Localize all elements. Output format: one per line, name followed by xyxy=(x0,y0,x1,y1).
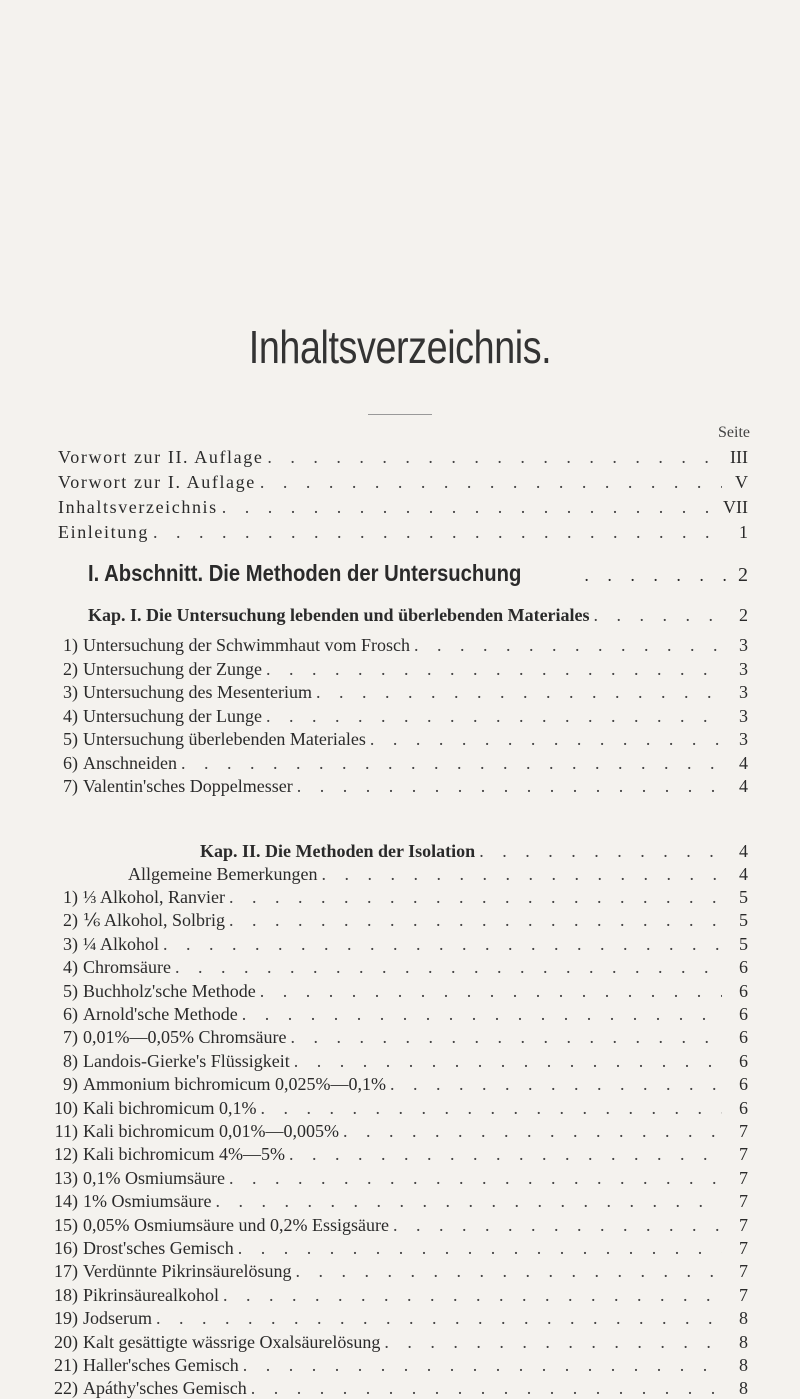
toc-entry-text xyxy=(48,909,225,931)
toc-entry-text xyxy=(48,1307,152,1329)
toc-entry-text xyxy=(48,1354,239,1376)
toc-entry-vorwort-1[interactable] xyxy=(58,471,748,493)
toc-entry-label: Verdünnte Pikrinsäurelösung xyxy=(83,1261,292,1282)
toc-entry-label: Ammonium bichromicum 0,025%—0,1% xyxy=(83,1074,386,1095)
toc-entry-label: Untersuchung der Lunge xyxy=(83,705,262,726)
toc-entry-number: 3) xyxy=(63,933,78,954)
toc-entry-text xyxy=(48,1003,238,1025)
toc-entry[interactable] xyxy=(48,1260,748,1282)
toc-entry-label: Vorwort zur I. Auflage xyxy=(58,472,256,492)
toc-entry-page: 4 xyxy=(739,752,748,773)
toc-entry-text xyxy=(48,634,410,656)
toc-entry-text xyxy=(48,956,171,978)
toc-entry-label: Buchholz'sche Methode xyxy=(83,980,256,1001)
toc-entry-number: 11) xyxy=(54,1121,78,1141)
toc-entry-page: 7 xyxy=(739,1121,748,1141)
toc-entry-label: Pikrinsäurealkohol xyxy=(83,1284,219,1305)
toc-entry-text xyxy=(48,1190,211,1212)
toc-entry-number: 22) xyxy=(54,1378,78,1399)
leader-dots xyxy=(181,752,722,774)
toc-entry[interactable] xyxy=(48,1284,748,1306)
toc-entry-label: Anschneiden xyxy=(83,752,177,773)
leader-dots xyxy=(266,658,722,680)
toc-entry[interactable] xyxy=(48,1214,748,1236)
toc-entry-text xyxy=(48,1143,285,1165)
toc-entry-page: 4 xyxy=(739,776,748,796)
toc-entry-label: Einleitung xyxy=(58,522,149,542)
leader-dots xyxy=(294,1050,722,1072)
toc-entry-page: 6 xyxy=(739,980,748,1001)
leader-dots xyxy=(175,956,722,978)
toc-entry[interactable] xyxy=(48,775,748,797)
toc-entry-number: 19) xyxy=(54,1308,78,1329)
toc-entry-page: 5 xyxy=(739,910,748,931)
toc-entry-number: 5) xyxy=(63,980,78,1001)
leader-dots xyxy=(153,521,722,543)
toc-entry-number: 7) xyxy=(63,1027,78,1048)
toc-entry[interactable] xyxy=(48,634,748,656)
toc-entry-number: 7) xyxy=(63,776,78,796)
toc-entry-text xyxy=(48,1120,339,1142)
toc-entry-label: Drost'sches Gemisch xyxy=(83,1238,234,1258)
leader-dots xyxy=(156,1307,722,1329)
toc-entry-label: Untersuchung des Mesenterium xyxy=(83,682,312,702)
toc-entry[interactable] xyxy=(48,1307,748,1329)
toc-entry-label: Arnold'sche Methode xyxy=(83,1004,238,1024)
leader-dots xyxy=(393,1214,722,1236)
toc-entry-label: Landois-Gierke's Flüssigkeit xyxy=(83,1050,290,1071)
toc-entry-page: 8 xyxy=(739,1378,748,1399)
toc-entry[interactable] xyxy=(48,909,748,931)
leader-dots xyxy=(266,705,722,727)
toc-entry-page: 7 xyxy=(739,1238,748,1258)
toc-entry-page: 8 xyxy=(739,1355,748,1375)
leader-dots xyxy=(243,1354,722,1376)
toc-entry-label: ⅙ Alkohol, Solbrig xyxy=(83,910,225,931)
toc-entry-label: Apáthy'sches Gemisch xyxy=(83,1378,247,1399)
toc-section-1[interactable] xyxy=(88,560,748,590)
toc-entry-allgemeine[interactable] xyxy=(128,863,748,885)
toc-entry[interactable] xyxy=(48,1190,748,1212)
toc-entry-number: 20) xyxy=(54,1331,78,1352)
toc-entry-number: 14) xyxy=(54,1191,78,1212)
toc-entry-text xyxy=(48,752,177,774)
toc-entry-number: 12) xyxy=(54,1144,78,1165)
toc-entry-text xyxy=(48,1284,219,1306)
toc-entry-einleitung[interactable] xyxy=(58,521,748,543)
toc-entry-page: 3 xyxy=(739,705,748,726)
leader-dots xyxy=(215,1190,722,1212)
toc-entry[interactable] xyxy=(48,980,748,1002)
toc-entry-page: III xyxy=(730,447,748,467)
leader-dots xyxy=(251,1377,722,1399)
toc-entry-number: 1) xyxy=(63,887,78,907)
toc-entry-number: 8) xyxy=(63,1050,78,1071)
toc-entry-number: 3) xyxy=(63,682,78,702)
toc-entry-number: 4) xyxy=(63,957,78,978)
toc-entry-page: 7 xyxy=(739,1167,748,1188)
toc-entry[interactable] xyxy=(48,1026,748,1048)
leader-dots xyxy=(229,1167,722,1189)
leader-dots xyxy=(163,933,722,955)
toc-entry-page: 6 xyxy=(739,1050,748,1071)
toc-entry-text xyxy=(48,1260,291,1282)
toc-entry-label: Vorwort zur II. Auflage xyxy=(58,447,264,467)
toc-entry-text xyxy=(48,980,256,1002)
toc-kap-1[interactable] xyxy=(88,604,748,626)
kap-label: Kap. II. Die Methoden der Isolation xyxy=(200,841,476,861)
toc-entry-vorwort-2[interactable] xyxy=(58,446,748,468)
toc-entry[interactable] xyxy=(48,1237,748,1259)
toc-entry-page: 6 xyxy=(739,1004,748,1024)
leader-dots xyxy=(290,1026,722,1048)
leader-dots xyxy=(414,634,722,656)
toc-entry-page: 7 xyxy=(739,1261,748,1282)
toc-entry-number: 17) xyxy=(54,1261,78,1282)
toc-entry-number: 6) xyxy=(63,752,78,773)
toc-entry[interactable] xyxy=(48,1331,748,1353)
toc-entry-page: 8 xyxy=(739,1308,748,1329)
toc-entry-text xyxy=(48,1050,290,1072)
leader-dots xyxy=(297,775,722,797)
toc-entry-text xyxy=(48,1214,389,1236)
toc-entry-number: 5) xyxy=(63,729,78,749)
seite-header: Seite xyxy=(718,424,750,441)
toc-entry-inhaltsverzeichnis[interactable] xyxy=(58,496,748,518)
toc-entry-number: 4) xyxy=(63,705,78,726)
toc-entry-number: 1) xyxy=(63,635,78,655)
toc-entry-text xyxy=(48,1237,234,1259)
toc-entry-label: 0,1% Osmiumsäure xyxy=(83,1167,225,1188)
leader-dots xyxy=(223,1284,722,1306)
leader-dots xyxy=(229,909,722,931)
toc-entry[interactable] xyxy=(48,705,748,727)
toc-entry-text xyxy=(48,775,293,797)
toc-entry[interactable] xyxy=(48,1097,748,1119)
toc-entry-label: 0,01%—0,05% Chromsäure xyxy=(83,1027,287,1048)
toc-entry-number: 10) xyxy=(54,1097,78,1118)
toc-entry-page: 6 xyxy=(739,1027,748,1048)
kap-label: Kap. I. Die Untersuchung lebenden und überlebenden Materiales xyxy=(88,605,590,625)
title-divider xyxy=(368,414,432,415)
toc-entry-page: 4 xyxy=(739,864,748,884)
toc-entry[interactable] xyxy=(48,1377,748,1399)
toc-entry-text xyxy=(48,1097,256,1119)
leader-dots xyxy=(384,1331,722,1353)
toc-entry-text xyxy=(48,1026,286,1048)
page-title: Inhaltsverzeichnis. xyxy=(248,321,552,373)
leader-dots xyxy=(238,1237,722,1259)
toc-entry-label: ¼ Alkohol xyxy=(83,933,160,954)
toc-entry-number: 16) xyxy=(54,1238,78,1258)
toc-entry-text xyxy=(48,1377,247,1399)
toc-entry-page: 7 xyxy=(739,1284,748,1305)
toc-entry-label: Kali bichromicum 4%—5% xyxy=(83,1144,285,1165)
toc-entry[interactable] xyxy=(48,1050,748,1072)
leader-dots xyxy=(390,1073,722,1095)
leader-dots xyxy=(479,840,722,862)
toc-entry-label: Kalt gesättigte wässrige Oxalsäurelösung xyxy=(83,1331,381,1352)
toc-entry-page: VII xyxy=(723,497,748,517)
toc-entry[interactable] xyxy=(48,886,748,908)
leader-dots xyxy=(267,446,722,468)
toc-entry-label: Chromsäure xyxy=(83,957,171,978)
toc-entry[interactable] xyxy=(48,752,748,774)
toc-entry-text xyxy=(48,886,225,908)
toc-entry-page: 7 xyxy=(739,1144,748,1165)
section-page: 2 xyxy=(738,564,748,586)
toc-entry[interactable] xyxy=(48,956,748,978)
toc-entry-text xyxy=(48,1167,225,1189)
toc-entry-page: 6 xyxy=(739,1074,748,1095)
toc-entry-number: 9) xyxy=(63,1074,78,1095)
toc-entry-page: 8 xyxy=(739,1331,748,1352)
toc-kap-2[interactable] xyxy=(200,840,748,862)
toc-entry-page: 3 xyxy=(739,635,748,655)
toc-entry[interactable] xyxy=(48,1143,748,1165)
toc-entry-page: 1 xyxy=(739,522,748,542)
toc-entry-label: Untersuchung der Zunge xyxy=(83,658,262,679)
toc-entry[interactable] xyxy=(48,681,748,703)
toc-entry-label: Inhaltsverzeichnis xyxy=(58,497,218,517)
toc-entry-label: Untersuchung überlebenden Materiales xyxy=(83,729,366,749)
leader-dots xyxy=(260,471,722,493)
toc-entry-number: 2) xyxy=(63,658,78,679)
toc-entry-label: ⅓ Alkohol, Ranvier xyxy=(83,887,225,907)
section-label: I. Abschnitt. Die Methoden der Untersuchung xyxy=(88,560,522,586)
toc-entry-label: Jodserum xyxy=(83,1308,152,1329)
toc-entry[interactable] xyxy=(48,728,748,750)
toc-entry[interactable] xyxy=(48,1120,748,1142)
toc-entry-page: 3 xyxy=(739,682,748,702)
leader-dots xyxy=(316,681,722,703)
toc-entry-text xyxy=(48,728,366,750)
toc-entry[interactable] xyxy=(48,1167,748,1189)
toc-entry-label: Haller'sches Gemisch xyxy=(83,1355,239,1375)
toc-entry-number: 18) xyxy=(54,1284,78,1305)
toc-entry-number: 15) xyxy=(54,1214,78,1235)
toc-entry-page: 7 xyxy=(739,1214,748,1235)
leader-dots xyxy=(594,604,722,626)
toc-entry[interactable] xyxy=(48,1354,748,1376)
toc-entry-text xyxy=(48,1331,380,1353)
kap-page: 2 xyxy=(739,605,748,625)
leader-dots xyxy=(229,886,722,908)
toc-entry-page: V xyxy=(735,472,748,492)
leader-dots xyxy=(260,1097,722,1119)
leader-dots xyxy=(321,863,722,885)
toc-entry-page: 6 xyxy=(739,1097,748,1118)
toc-entry-page: 7 xyxy=(739,1191,748,1212)
leader-dots xyxy=(584,565,734,586)
toc-entry[interactable] xyxy=(48,1073,748,1095)
toc-entry-number: 21) xyxy=(54,1355,78,1375)
toc-entry-label: Untersuchung der Schwimmhaut vom Frosch xyxy=(83,635,410,655)
leader-dots xyxy=(260,980,722,1002)
leader-dots xyxy=(289,1143,722,1165)
toc-entry-label: Kali bichromicum 0,01%—0,005% xyxy=(83,1121,339,1141)
toc-entry-label: Kali bichromicum 0,1% xyxy=(83,1097,257,1118)
toc-entry-number: 13) xyxy=(54,1167,78,1188)
toc-entry-page: 5 xyxy=(739,887,748,907)
toc-entry[interactable] xyxy=(48,933,748,955)
toc-entry-label: 1% Osmiumsäure xyxy=(83,1191,212,1212)
toc-entry-page: 3 xyxy=(739,658,748,679)
toc-entry-text xyxy=(48,705,262,727)
toc-entry-page: 3 xyxy=(739,729,748,749)
leader-dots xyxy=(370,728,722,750)
leader-dots xyxy=(295,1260,722,1282)
toc-entry[interactable] xyxy=(48,658,748,680)
toc-entry[interactable] xyxy=(48,1003,748,1025)
toc-entry-label: Valentin'sches Doppelmesser xyxy=(83,776,293,796)
leader-dots xyxy=(343,1120,722,1142)
kap-page: 4 xyxy=(739,841,748,861)
toc-entry-number: 6) xyxy=(63,1004,78,1024)
leader-dots xyxy=(242,1003,722,1025)
toc-entry-page: 6 xyxy=(739,957,748,978)
toc-entry-page: 5 xyxy=(739,933,748,954)
toc-entry-text xyxy=(48,658,262,680)
toc-entry-text xyxy=(48,1073,386,1095)
toc-entry-number: 2) xyxy=(63,910,78,931)
toc-entry-label: 0,05% Osmiumsäure und 0,2% Essigsäure xyxy=(83,1214,389,1235)
leader-dots xyxy=(222,496,719,518)
toc-entry-text xyxy=(48,681,312,703)
toc-entry-label: Allgemeine Bemerkungen xyxy=(128,864,318,884)
toc-entry-text xyxy=(48,933,159,955)
